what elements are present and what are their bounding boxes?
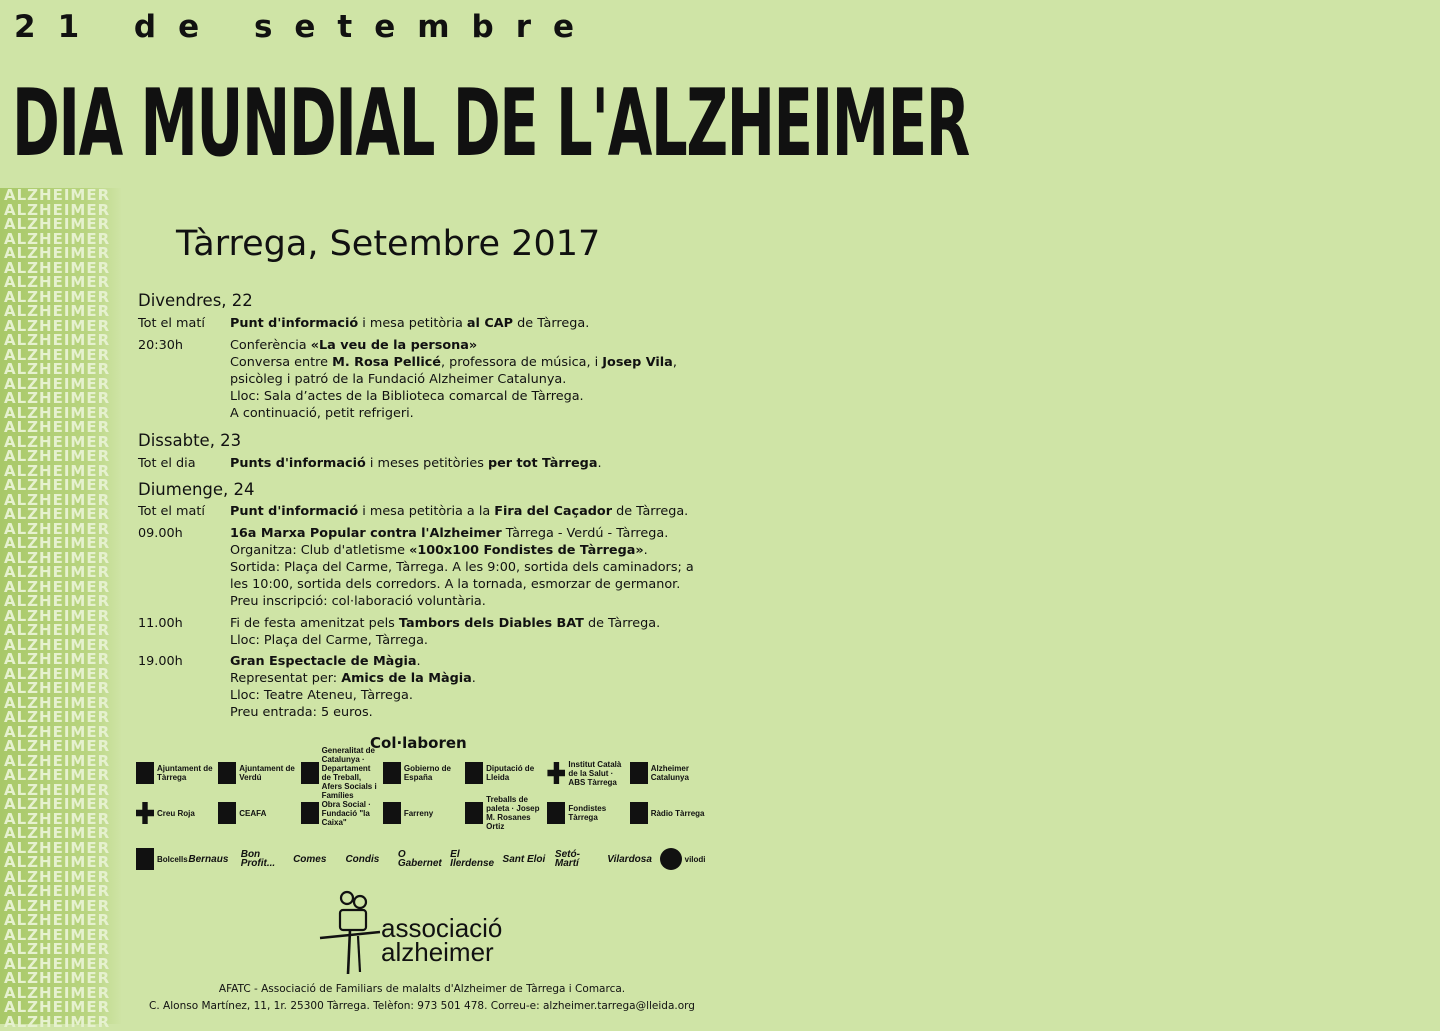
watermark-word: ALZHEIMER	[4, 824, 111, 842]
watermark-word: ALZHEIMER	[4, 200, 111, 219]
watermark-word: ALZHEIMER	[4, 853, 111, 871]
footer-contact: C. Alonso Martínez, 11, 1r. 25300 Tàrrega. Telèfon: 973 501 478. Correu-e: alzheimer.tarrega@lleida.org	[149, 1000, 695, 1012]
day-heading: Dissabte, 23	[138, 431, 242, 450]
collaborator-name: Diputació de Lleida	[486, 764, 535, 782]
watermark-word: ALZHEIMER	[4, 345, 111, 364]
event-description	[230, 455, 720, 472]
watermark-word: ALZHEIMER	[4, 258, 111, 277]
event-line: Punt d'informació i mesa petitòria a la Fira del Caçador de Tàrrega.	[230, 504, 689, 519]
event-line: Fi de festa amenitzat pels Tambors dels Diables BAT de Tàrrega.	[230, 616, 661, 631]
tree-icon	[630, 762, 648, 784]
logo-row	[136, 746, 716, 800]
collaborator-name: Gobierno de España	[403, 764, 451, 782]
event-line: Conferència «La veu de la persona»	[230, 338, 478, 353]
event-date: 21 de setembre	[14, 9, 597, 45]
collaborator-name: El Ilerdense	[450, 849, 495, 869]
day-heading: Divendres, 22	[138, 291, 253, 310]
collaborator-logo	[136, 756, 214, 790]
watermark-word: ALZHEIMER	[4, 461, 111, 480]
city-date: Tàrrega, Setembre 2017	[176, 224, 601, 264]
watermark-word: ALZHEIMER	[4, 954, 111, 973]
watermark-word: ALZHEIMER	[4, 780, 111, 799]
collaborator-logo	[301, 746, 379, 800]
collaborator-logo	[607, 842, 655, 876]
watermark-word: ALZHEIMER	[4, 795, 111, 813]
collaborator-name: Institut Català de la Salut · ABS Tàrrega	[568, 759, 622, 787]
collaborator-logo	[188, 842, 236, 876]
collaborator-logo	[660, 842, 708, 876]
collaborator-name: Creu Roja	[157, 808, 195, 818]
collaborator-name: Generalitat de Catalunya · Departament de Treball, Afers Socials i Famílies	[321, 746, 377, 800]
event-time: 11.00h	[138, 616, 183, 631]
event-line: A continuació, petit refrigeri.	[230, 406, 414, 421]
collaborator-name: Sant Eloi	[502, 853, 546, 865]
watermark-word: ALZHEIMER	[4, 664, 111, 683]
watermark-word: ALZHEIMER	[4, 940, 111, 958]
watermark-word: ALZHEIMER	[4, 592, 111, 610]
watermark-word: ALZHEIMER	[4, 606, 111, 625]
event-time: 19.00h	[138, 654, 183, 669]
watermark-word: ALZHEIMER	[4, 244, 111, 262]
collaborator-name: Setó-Martí	[554, 849, 580, 869]
event-line: Lloc: Teatre Ateneu, Tàrrega.	[230, 688, 413, 703]
collaborator-name: Comes	[293, 853, 327, 865]
watermark-word: ALZHEIMER	[4, 432, 111, 451]
watermark-word: ALZHEIMER	[4, 519, 111, 538]
collaborator-name: Alzheimer Catalunya	[650, 764, 689, 782]
generalitat-icon	[301, 762, 319, 784]
cross-icon	[547, 762, 565, 784]
watermark-word: ALZHEIMER	[4, 925, 111, 944]
event-line: Sortida: Plaça del Carme, Tàrrega. A les 9:00, sortida dels caminadors; a	[230, 560, 694, 575]
event-line: les 10:00, sortida dels corredors. A la tornada, esmorzar de germanor.	[230, 577, 681, 592]
collaborator-logo	[547, 796, 625, 830]
watermark-word: ALZHEIMER	[4, 577, 111, 596]
watermark-word: ALZHEIMER	[4, 534, 111, 552]
watermark-word: ALZHEIMER	[4, 215, 111, 233]
event-description	[230, 653, 720, 721]
collaborator-logo	[383, 796, 461, 830]
collaborator-name: O Gabernet	[397, 849, 442, 869]
watermark-word: ALZHEIMER	[4, 302, 111, 320]
seal-icon	[465, 762, 483, 784]
event-line: Organitza: Club d'atletisme «100x100 Fondistes de Tàrrega».	[230, 543, 648, 558]
day-heading: Diumenge, 24	[138, 480, 255, 499]
watermark-word: ALZHEIMER	[4, 766, 111, 784]
collaborator-name: Bernaus	[188, 853, 229, 865]
watermark-word: ALZHEIMER	[4, 679, 111, 697]
watermark-word: ALZHEIMER	[4, 447, 111, 465]
runner-icon	[547, 802, 565, 824]
collaborator-name: Bolcells	[157, 854, 188, 864]
watermark-word: ALZHEIMER	[4, 882, 111, 900]
event-time: 20:30h	[138, 338, 183, 353]
event-time: Tot el matí	[138, 316, 205, 331]
watermark-word: ALZHEIMER	[4, 635, 111, 654]
page-title	[12, 48, 969, 198]
event-description	[230, 315, 720, 332]
association-name-line1: associació	[381, 913, 503, 943]
event-time: Tot el matí	[138, 504, 205, 519]
event-description	[230, 525, 720, 610]
collaborator-logo	[630, 796, 708, 830]
watermark-word: ALZHEIMER	[4, 708, 111, 726]
watermark-word: ALZHEIMER	[4, 867, 111, 886]
watermark-word: ALZHEIMER	[4, 273, 111, 291]
event-line: 16a Marxa Popular contra l'Alzheimer Tàrrega - Verdú - Tàrrega.	[230, 526, 669, 541]
collaborator-logo	[383, 756, 461, 790]
watermark-strip	[0, 186, 122, 1031]
truck-icon	[465, 802, 483, 824]
watermark-word: ALZHEIMER	[4, 476, 111, 494]
watermark-word: ALZHEIMER	[4, 998, 111, 1016]
association-name-line2: alzheimer	[381, 937, 494, 967]
collaborator-logo	[301, 796, 379, 830]
watermark-word: ALZHEIMER	[4, 838, 111, 857]
watermark-word: ALZHEIMER	[4, 1012, 111, 1031]
watermark-word: ALZHEIMER	[4, 186, 111, 204]
collaborator-name: Farreny	[403, 808, 434, 818]
watermark-word: ALZHEIMER	[4, 896, 111, 915]
collaborator-logo	[465, 756, 543, 790]
letter-icon	[383, 802, 401, 824]
shield-icon	[218, 762, 236, 784]
shield-icon	[136, 762, 154, 784]
watermark-word: ALZHEIMER	[4, 229, 111, 248]
collaborator-logo	[547, 756, 625, 790]
collaborator-logo	[218, 756, 296, 790]
watermark-word: ALZHEIMER	[4, 403, 111, 422]
collaborator-name: CEAFA	[239, 808, 267, 818]
event-time: Tot el dia	[138, 456, 196, 471]
watermark-word: ALZHEIMER	[4, 751, 111, 770]
collaborator-logo	[136, 842, 188, 876]
collaborator-logo	[136, 796, 214, 830]
event-line: Preu inscripció: col·laboració voluntària.	[230, 594, 486, 609]
collaborator-name: Treballs de paleta · Josep M. Rosanes Ortiz	[486, 795, 540, 831]
footer-association: AFATC - Associació de Familiars de malalts d'Alzheimer de Tàrrega i Comarca.	[218, 983, 626, 995]
watermark-word: ALZHEIMER	[4, 389, 111, 407]
collaborator-logo	[450, 842, 498, 876]
collaborator-logo	[398, 842, 446, 876]
event-line: Lloc: Sala d’actes de la Biblioteca comarcal de Tàrrega.	[230, 389, 584, 404]
collaborator-logo	[555, 842, 603, 876]
event-line: psicòleg i patró de la Fundació Alzheimer Catalunya.	[230, 372, 567, 387]
flag-icon	[383, 762, 401, 784]
event-line: Preu entrada: 5 euros.	[230, 705, 373, 720]
bird-icon	[218, 802, 236, 824]
collaborators-heading: Col·laboren	[370, 734, 467, 752]
watermark-word: ALZHEIMER	[4, 650, 111, 668]
page-title-text: DIA MUNDIAL DE L'ALZHEIMER	[12, 69, 969, 178]
watermark-word: ALZHEIMER	[4, 969, 111, 987]
collaborator-logo	[345, 842, 393, 876]
watermark-word: ALZHEIMER	[4, 490, 111, 509]
collaborator-name: Vilardosa	[607, 853, 652, 865]
logo-row	[136, 796, 716, 832]
star-icon	[301, 802, 319, 824]
collaborator-logo	[218, 796, 296, 830]
event-line: Representat per: Amics de la Màgia.	[230, 671, 476, 686]
logo-row	[136, 842, 716, 878]
collaborator-name: Obra Social · Fundació "la Caixa"	[321, 799, 371, 827]
collaborator-logo	[465, 796, 543, 830]
badge-icon	[136, 848, 154, 870]
collaborator-logo	[630, 756, 708, 790]
collaborator-name: Ajuntament de Tàrrega	[157, 764, 213, 782]
event-line: Punts d'informació i meses petitòries per tot Tàrrega.	[230, 456, 602, 471]
collaborator-name: Condis	[345, 853, 380, 865]
v-circle-icon	[660, 848, 682, 870]
watermark-word: ALZHEIMER	[4, 374, 111, 393]
watermark-word: ALZHEIMER	[4, 722, 111, 741]
watermark-word: ALZHEIMER	[4, 911, 111, 929]
watermark-word: ALZHEIMER	[4, 737, 111, 755]
watermark-word: ALZHEIMER	[4, 563, 111, 581]
event-description	[230, 503, 720, 520]
event-description	[230, 615, 720, 649]
watermark-word: ALZHEIMER	[4, 693, 111, 712]
collaborator-name: vilodi	[684, 854, 706, 864]
collaborator-name: Bon Profit...	[240, 849, 276, 869]
radio-icon	[630, 802, 648, 824]
event-line: Gran Espectacle de Màgia.	[230, 654, 421, 669]
watermark-word: ALZHEIMER	[4, 316, 111, 335]
event-description	[230, 337, 720, 422]
collaborator-name: Ajuntament de Verdú	[239, 764, 295, 782]
cross-icon	[136, 802, 154, 824]
watermark-word: ALZHEIMER	[4, 621, 111, 639]
collaborator-logo	[503, 842, 551, 876]
watermark-word: ALZHEIMER	[4, 983, 111, 1002]
watermark-word: ALZHEIMER	[4, 505, 111, 523]
watermark-word: ALZHEIMER	[4, 809, 111, 828]
collaborator-logo	[293, 842, 341, 876]
watermark-word: ALZHEIMER	[4, 360, 111, 378]
collaborator-name: Ràdio Tàrrega	[650, 808, 705, 818]
watermark-word: ALZHEIMER	[4, 418, 111, 436]
collaborator-logo	[241, 842, 289, 876]
watermark-word: ALZHEIMER	[4, 548, 111, 567]
association-name	[381, 913, 503, 967]
event-line: Lloc: Plaça del Carme, Tàrrega.	[230, 633, 428, 648]
event-line: Punt d'informació i mesa petitòria al CAP de Tàrrega.	[230, 316, 590, 331]
event-line: Conversa entre M. Rosa Pellicé, professora de música, i Josep Vila,	[230, 355, 677, 370]
event-time: 09.00h	[138, 526, 183, 541]
watermark-word: ALZHEIMER	[4, 287, 111, 306]
watermark-word: ALZHEIMER	[4, 331, 111, 349]
collaborator-name: Fondistes Tàrrega	[568, 804, 607, 822]
